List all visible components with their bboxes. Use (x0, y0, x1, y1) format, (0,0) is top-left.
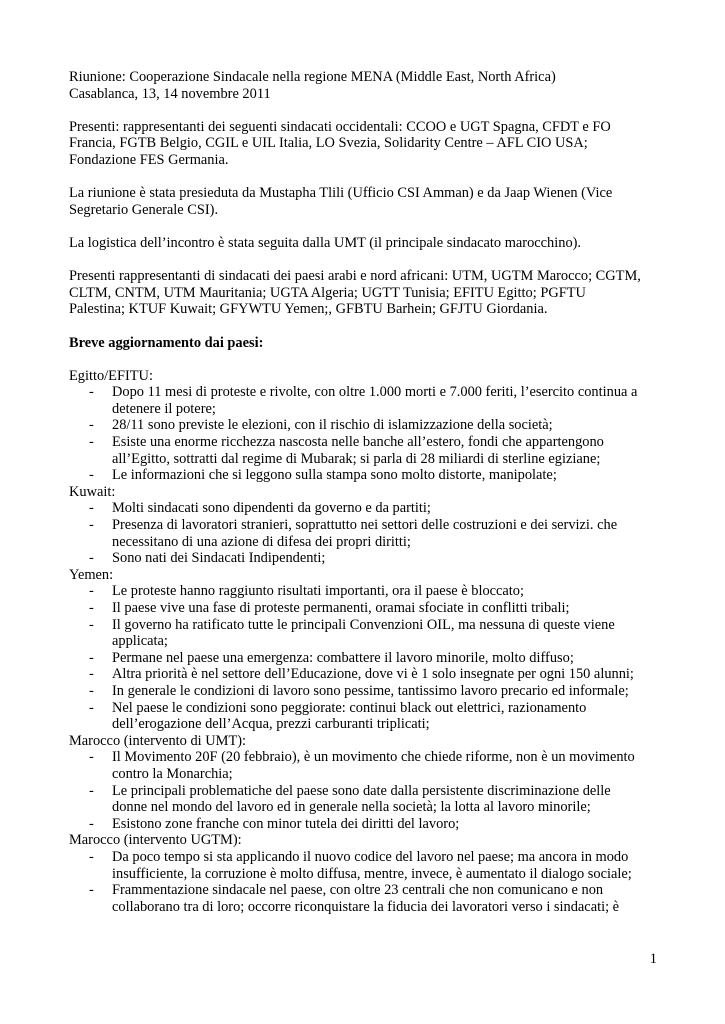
bullet-text: Da poco tempo si sta applicando il nuovo codice del lavoro nel paese; ma ancora in modo insufficiente, la corruzione è molto diffusa, mentre, invece, è aumentato il dialogo sociale; (112, 848, 632, 882)
bullet-dash: - (89, 666, 94, 683)
bullet-text: Il governo ha ratificato tutte le principali Convenzioni OIL, ma nessuna di queste viene applicata; (112, 616, 615, 650)
section-heading: Breve aggiornamento dai paesi: (69, 334, 264, 351)
bullet-text: Il Movimento 20F (20 febbraio), è un movimento che chiede riforme, non è un movimento contro la Monarchia; (112, 749, 635, 782)
country-name: Marocco (intervento UGTM): (69, 832, 242, 849)
bullet-item (69, 550, 657, 567)
bullet-item (69, 583, 657, 600)
bullet-item (69, 683, 657, 700)
country-bullet-list (69, 849, 657, 915)
bullet-item (69, 700, 657, 733)
bullet-text: Le principali problematiche del paese sono date dalla persistente discriminazione delle donne nel mondo del lavoro ed in generale nella società; la lotta al lavoro minorile; (112, 782, 611, 816)
page-number: 1 (649, 951, 657, 967)
bullet-text: Esistono zone franche con minor tutela dei diritti del lavoro; (112, 815, 460, 832)
bullet-dash: - (89, 467, 94, 484)
country-name: Yemen: (69, 566, 114, 583)
country-bullet-list (69, 583, 657, 732)
bullet-dash: - (89, 782, 94, 799)
bullet-text: Permane nel paese una emergenza: combattere il lavoro minorile, molto diffuso; (112, 649, 574, 666)
bullet-item (69, 384, 657, 417)
intro-paragraph-attendees-arab: Presenti rappresentanti di sindacati dei paesi arabi e nord africani: UTM, UGTM Marocco; CGTM, CLTM, CNTM, UTM Mauritania; UGTA Algeria; UGTT Tunisia; EFITU Egitto; PGFTU Palestina; KTUF Kuwait; GFYWTU Yemen;, GFBTU Barhein; GFJTU Giordania. (69, 268, 641, 318)
bullet-dash: - (89, 848, 94, 865)
bullet-dash: - (89, 434, 94, 451)
bullet-item (69, 666, 657, 683)
bullet-item (69, 517, 657, 550)
country-updates (69, 368, 657, 916)
bullet-dash: - (89, 682, 94, 699)
country-name: Marocco (intervento di UMT): (69, 732, 247, 749)
bullet-item (69, 650, 657, 667)
bullet-dash: - (89, 882, 94, 899)
bullet-text: Altra priorità è nel settore dell’Educazione, dove vi è 1 solo insegnate per ogni 150 alunni; (112, 666, 634, 683)
country-name: Kuwait: (69, 483, 116, 500)
bullet-dash: - (89, 616, 94, 633)
meeting-title-line1: Riunione: Cooperazione Sindacale nella regione MENA (Middle East, North Africa) (69, 69, 556, 85)
meeting-date-line: Casablanca, 13, 14 novembre 2011 (69, 85, 271, 102)
intro-paragraph-attendees-western: Presenti: rappresentanti dei seguenti sindacati occidentali: CCOO e UGT Spagna, CFDT e FO Francia, FGTB Belgio, CGIL e UIL Italia, LO Svezia, Solidarity Centre – AFL CIO USA; Fondazione FES Germania. (69, 118, 611, 168)
bullet-dash: - (89, 500, 94, 517)
bullet-item (69, 500, 657, 517)
country-bullet-list (69, 384, 657, 484)
bullet-item (69, 434, 657, 467)
document-page (69, 69, 657, 915)
bullet-dash: - (89, 517, 94, 534)
bullet-text: Frammentazione sindacale nel paese, con oltre 23 centrali che non comunicano e non collaborano tra di loro; occorre riconquistare la fiducia dei lavoratori verso i sindacati; è (112, 882, 620, 915)
intro-paragraph-logistics: La logistica dell’incontro è stata seguita dalla UMT (il principale sindacato marocchino). (69, 234, 582, 251)
bullet-text: Nel paese le condizioni sono peggiorate: continui black out elettrici, razionamento dell’erogazione dell’Acqua, prezzi carburanti triplicati; (112, 699, 587, 733)
bullet-dash: - (89, 417, 94, 434)
bullet-text: 28/11 sono previste le elezioni, con il rischio di islamizzazione della società; (112, 417, 553, 434)
bullet-item (69, 783, 657, 816)
country-name: Egitto/EFITU: (69, 367, 153, 384)
bullet-item (69, 816, 657, 833)
bullet-text: Esiste una enorme ricchezza nascosta nelle banche all’estero, fondi che appartengono all’Egitto, sottratti dal regime di Mubarak; si parla di 28 miliardi di sterline egiziane; (112, 434, 604, 467)
bullet-text: Sono nati dei Sindacati Indipendenti; (112, 550, 326, 567)
bullet-dash: - (89, 749, 94, 766)
country-bullet-list (69, 500, 657, 566)
bullet-item (69, 749, 657, 782)
bullet-dash: - (89, 583, 94, 600)
intro-paragraph-chairs: La riunione è stata presieduta da Mustapha Tlili (Ufficio CSI Amman) e da Jaap Wienen (Vice Segretario Generale CSI). (69, 185, 613, 218)
bullet-text: Le proteste hanno raggiunto risultati importanti, ora il paese è bloccato; (112, 583, 525, 600)
bullet-text: Le informazioni che si leggono sulla stampa sono molto distorte, manipolate; (112, 467, 557, 484)
bullet-dash: - (89, 384, 94, 401)
bullet-text: Molti sindacati sono dipendenti da governo e da partiti; (112, 500, 431, 517)
bullet-item (69, 467, 657, 484)
bullet-item (69, 849, 657, 882)
bullet-dash: - (89, 600, 94, 616)
bullet-text: In generale le condizioni di lavoro sono pessime, tantissimo lavoro precario ed informale; (112, 682, 629, 699)
bullet-item (69, 617, 657, 650)
bullet-text: Il paese vive una fase di proteste permanenti, oramai sfociate in conflitti tribali; (112, 600, 570, 616)
bullet-item (69, 882, 657, 915)
bullet-dash: - (89, 550, 94, 567)
bullet-dash: - (89, 699, 94, 716)
country-bullet-list (69, 749, 657, 832)
bullet-dash: - (89, 815, 94, 832)
bullet-text: Dopo 11 mesi di proteste e rivolte, con oltre 1.000 morti e 7.000 feriti, l’esercito continua a detenere il potere; (112, 384, 638, 417)
bullet-item (69, 417, 657, 434)
bullet-text: Presenza di lavoratori stranieri, soprattutto nei settori delle costruzioni e dei servizi. che necessitano di una azione di difesa dei propri diritti; (112, 517, 618, 550)
bullet-dash: - (89, 649, 94, 666)
bullet-item (69, 600, 657, 617)
meeting-title (69, 69, 657, 102)
